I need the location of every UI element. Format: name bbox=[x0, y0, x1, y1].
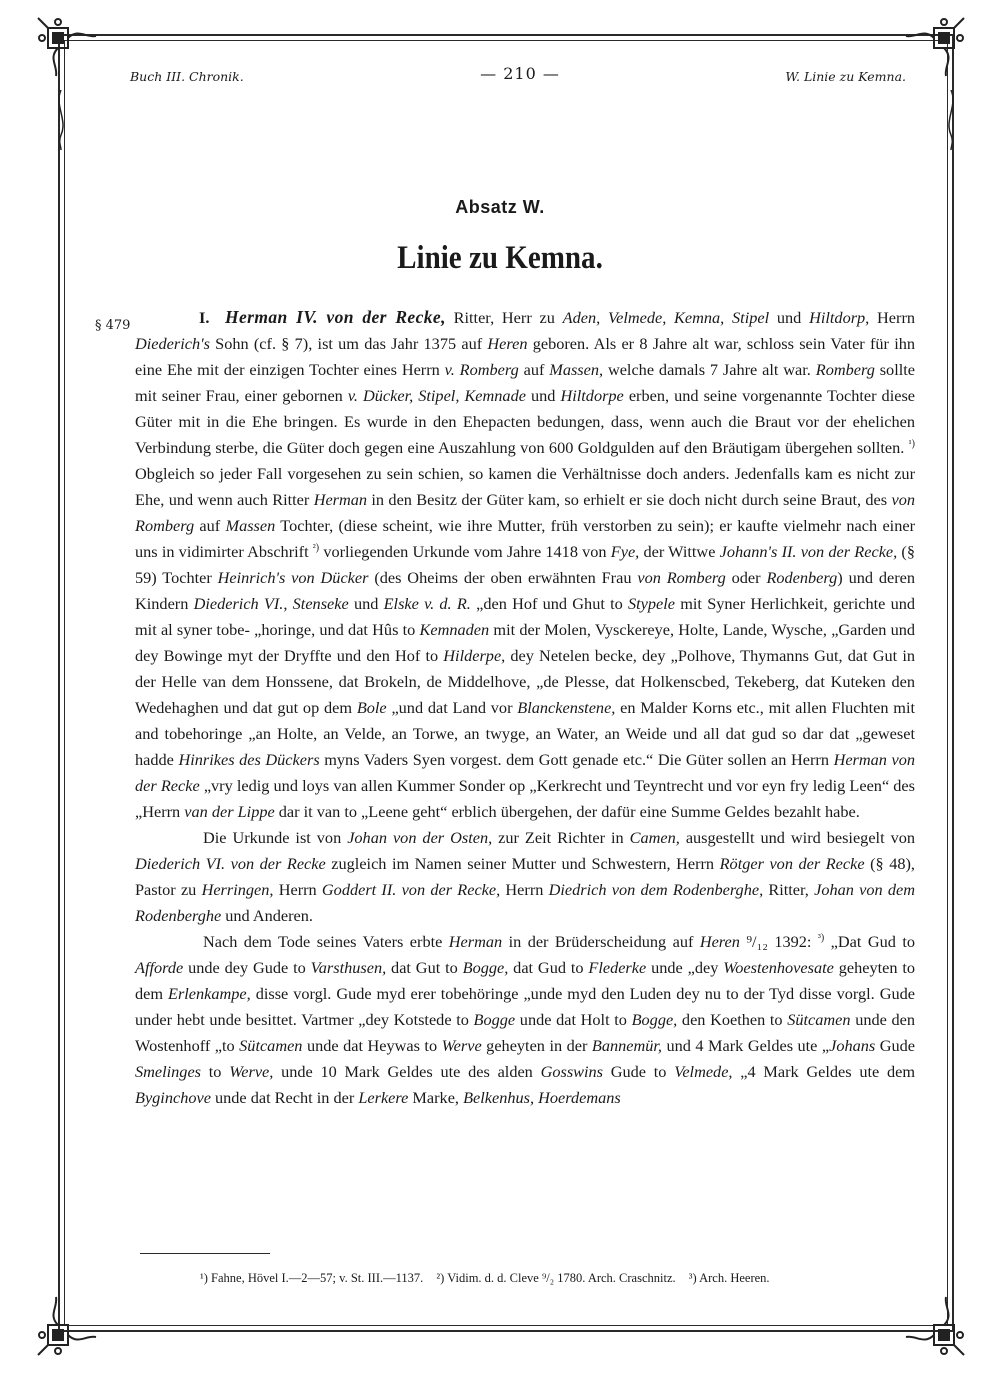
italic-name: Herringen, bbox=[201, 880, 274, 899]
italic-name: Elske v. d. R. bbox=[383, 594, 471, 613]
footnote-ref: ³) bbox=[817, 932, 825, 944]
italic-name: Hiltdorp, bbox=[809, 308, 870, 327]
text-run: unde dey Gude to bbox=[183, 958, 311, 977]
text-run: „und dat Land vor bbox=[386, 698, 518, 717]
footnote-rule bbox=[140, 1253, 270, 1254]
text-run: Herrn bbox=[869, 308, 916, 327]
italic-name: Heren bbox=[699, 932, 740, 951]
text-run: Sohn (cf. § 7), ist um das Jahr 1375 auf bbox=[209, 334, 488, 353]
italic-name: Rötger von der Recke bbox=[719, 854, 865, 873]
text-run: „vry ledig und loys van allen Kummer Sonder op „Kerkrecht und Teyntrecht und vor eyn fry ledig Leen“ des „Herrn bbox=[135, 776, 915, 821]
italic-name: Johans bbox=[829, 1036, 876, 1055]
italic-name: Woestenhovesate bbox=[723, 958, 834, 977]
italic-name: Massen, bbox=[549, 360, 604, 379]
running-head bbox=[130, 64, 910, 86]
section-label: Absatz W. bbox=[455, 197, 545, 217]
text-run: disse vorgl. Gude myd erer tobehöringe „unde myd den Luden dey nu to der Tyd disse vorgl. Gude under hebt unde besittet. Vartmer „dey Kotstede to bbox=[135, 984, 915, 1029]
italic-name: Fye, bbox=[610, 542, 640, 561]
text-run: geboren. Als er 8 Jahre alt war, schloss sein Vater für ihn eine Ehe mit der einzigen Tochter eines Herrn bbox=[135, 334, 916, 379]
text-run: unde dat Heywas to bbox=[302, 1036, 442, 1055]
text-run: Ritter, Herr zu bbox=[445, 308, 563, 327]
italic-name: Velmede, bbox=[674, 1062, 733, 1081]
italic-name: Hinrikes des Dückers bbox=[178, 750, 320, 769]
italic-name: Varsthusen, bbox=[310, 958, 387, 977]
italic-name: Afforde bbox=[135, 958, 184, 977]
italic-name: Rodenberg bbox=[766, 568, 838, 587]
italic-name: Smelinges bbox=[135, 1062, 202, 1081]
italic-name: Johann's II. von der Recke, bbox=[719, 542, 898, 561]
text-run: to bbox=[201, 1062, 230, 1081]
italic-name: Hiltdorpe bbox=[560, 386, 624, 405]
text-run: ⁹/₁₂ 1392: bbox=[739, 932, 818, 951]
text-run: und 4 Mark Geldes ute „ bbox=[662, 1036, 830, 1055]
footnote-2: ²) Vidim. d. d. Cleve ⁹/₂ 1780. Arch. Craschnitz. bbox=[436, 1271, 676, 1285]
italic-name: Sütcamen bbox=[787, 1010, 851, 1029]
body-paragraph bbox=[135, 929, 915, 1111]
running-head-right: W. Linie zu Kemna. bbox=[785, 69, 906, 84]
italic-name: Johan von dem Rodenberghe bbox=[135, 880, 916, 925]
italic-name: Diedrich von dem Rodenberghe, bbox=[548, 880, 764, 899]
person-name: Herman IV. von der Recke, bbox=[224, 307, 446, 327]
text-run: in der Brüderscheidung auf bbox=[502, 932, 700, 951]
text-run: dat Gud to bbox=[508, 958, 589, 977]
italic-name: Lerkere bbox=[358, 1088, 409, 1107]
italic-name: Massen bbox=[225, 516, 276, 535]
text-run: „den Hof und Ghut to bbox=[470, 594, 628, 613]
italic-name: Herman bbox=[313, 490, 368, 509]
text-run: zugleich im Namen seiner Mutter und Schwestern, Herrn bbox=[325, 854, 720, 873]
text-run: auf bbox=[518, 360, 550, 379]
text-run: ausgestellt und wird besiegelt von bbox=[679, 828, 915, 847]
italic-name: Diederich VI., Stenseke bbox=[193, 594, 349, 613]
body-paragraph bbox=[135, 304, 915, 825]
italic-name: Kemnaden bbox=[419, 620, 490, 639]
text-run: unde 10 Mark Geldes ute des alden bbox=[273, 1062, 541, 1081]
italic-name: Heinrich's von Dücker bbox=[217, 568, 369, 587]
text-run: unde dat Recht in der bbox=[210, 1088, 359, 1107]
text-run: myns Vaders Syen vorgest. dem Gott genade etc.“ Die Güter sollen an Herrn bbox=[319, 750, 834, 769]
text-run: Nach dem Tode seines Vaters erbte bbox=[203, 932, 449, 951]
side-ornament-right bbox=[942, 90, 960, 150]
footnote-ref: ¹) bbox=[908, 438, 915, 450]
text-run: welche damals 7 Jahre alt war. bbox=[603, 360, 816, 379]
text-run: (§ 48), Pastor zu bbox=[135, 854, 915, 899]
text-run: Obgleich so jeder Fall vorgesehen zu sein schien, so kamen die Verhältnisse doch anders. Jedenfalls kam es nicht zur Ehe, und wenn auch Ritter bbox=[135, 464, 915, 509]
text-run: mit Syner Herlichkeit, gerichte und mit al syner tobe- „horinge, und dat Hûs to bbox=[135, 594, 916, 639]
text-run: Tochter, (diese scheint, wie ihre Mutter, früh verstorben zu sein); er kaufte vielmehr nach einer uns in vidimirter Abschrift bbox=[135, 516, 915, 561]
text-run: oder bbox=[725, 568, 767, 587]
text-run: Gude to bbox=[603, 1062, 675, 1081]
italic-name: Werve, bbox=[229, 1062, 274, 1081]
page-number: — 210 — bbox=[480, 64, 560, 83]
italic-name: Bogge, bbox=[462, 958, 509, 977]
italic-name: Romberg bbox=[815, 360, 875, 379]
text-run: Die Urkunde ist von bbox=[203, 828, 348, 847]
footnote-ref: ²) bbox=[312, 542, 320, 554]
italic-name: Werve bbox=[441, 1036, 482, 1055]
text-run: (§ 59) Tochter bbox=[135, 542, 915, 587]
text-run: mit der Molen, Vysckereye, Holte, Lande, Wysche, „Garden und dey Bowinge myt der Dryffte und den Hof to bbox=[135, 620, 915, 665]
person-numeral: I. bbox=[199, 308, 210, 327]
italic-name: Hilderpe, bbox=[443, 646, 506, 665]
text-run: den Koethen to bbox=[677, 1010, 788, 1029]
italic-name: Bole bbox=[356, 698, 387, 717]
italic-name: Goddert II. von der Recke, bbox=[321, 880, 501, 899]
chapter-title: Linie zu Kemna. bbox=[397, 240, 603, 276]
italic-name: Camen, bbox=[629, 828, 680, 847]
text-run: Marke, bbox=[408, 1088, 464, 1107]
text-run: zur Zeit Richter in bbox=[492, 828, 630, 847]
text-run: unde „dey bbox=[646, 958, 724, 977]
body-text bbox=[135, 304, 915, 1111]
italic-name: Herman bbox=[448, 932, 503, 951]
italic-name: von Romberg bbox=[637, 568, 726, 587]
side-ornament-left bbox=[52, 90, 70, 150]
italic-name: Johan von der Osten, bbox=[347, 828, 493, 847]
corner-ornament-top-left bbox=[34, 14, 98, 78]
italic-name: Erlenkampe, bbox=[168, 984, 251, 1003]
text-run: ) und deren Kindern bbox=[135, 568, 916, 613]
text-run: Ritter, bbox=[763, 880, 815, 899]
text-run: Gude bbox=[875, 1036, 916, 1055]
text-run: en Malder Korns etc., mit allen Fluchten mit and tobehoringe „an Holte, an Velde, an Torwe, an twyge, an Water, an Weide und all dat gud so dar dat „geweset hadde bbox=[135, 698, 915, 769]
text-run: geheyten to dem bbox=[135, 958, 916, 1003]
italic-name: Diederich's bbox=[135, 334, 210, 353]
corner-ornament-bottom-right bbox=[904, 1295, 968, 1359]
text-run: und Anderen. bbox=[221, 906, 313, 925]
text-run: dey Netelen becke, dey „Polhove, Thymanns Gut, dat Gut in der Helle van dem Honssene, dat Brokeln, de Middelhove, „de Plesse, dat Holkenscbed, Tekeberg, dat Kuteken den Wedehaghen und dat gut op dem bbox=[135, 646, 915, 717]
text-run: und bbox=[525, 386, 561, 405]
text-run: in den Besitz der Güter kam, so erhielt er sie doch nicht durch seine Braut, des bbox=[367, 490, 892, 509]
footnote-1: ¹) Fahne, Hövel I.—2—57; v. St. III.—1137. bbox=[200, 1271, 424, 1285]
text-run: dat Gut to bbox=[386, 958, 463, 977]
body-paragraph bbox=[135, 825, 915, 929]
person-lead bbox=[199, 308, 446, 327]
italic-name: Sütcamen bbox=[239, 1036, 303, 1055]
italic-name: Flederke bbox=[588, 958, 647, 977]
italic-name: Bogge bbox=[473, 1010, 516, 1029]
italic-name: Diederich VI. von der Recke bbox=[135, 854, 326, 873]
text-run: geheyten in der bbox=[481, 1036, 592, 1055]
italic-name: Byginchove bbox=[135, 1088, 211, 1107]
italic-name: Aden, Velmede, Kemna, Stipel bbox=[562, 308, 770, 327]
text-run: Herrn bbox=[500, 880, 549, 899]
text-run: und bbox=[348, 594, 384, 613]
italic-name: Belkenhus, Hoerdemans bbox=[463, 1088, 621, 1107]
text-run: der Wittwe bbox=[639, 542, 720, 561]
footnotes bbox=[200, 1271, 920, 1286]
italic-name: Bannemür, bbox=[591, 1036, 662, 1055]
corner-ornament-bottom-left bbox=[34, 1295, 98, 1359]
italic-name: von Romberg bbox=[135, 490, 915, 535]
text-run: „4 Mark Geldes ute dem bbox=[732, 1062, 915, 1081]
text-run: sollte mit seiner Frau, einer gebornen bbox=[135, 360, 915, 405]
text-run: unde den Wostenhoff „to bbox=[135, 1010, 916, 1055]
text-run: unde dat Holt to bbox=[515, 1010, 632, 1029]
italic-name: Bogge, bbox=[631, 1010, 678, 1029]
text-run: auf bbox=[194, 516, 226, 535]
italic-name: v. Romberg bbox=[444, 360, 519, 379]
text-run: „Dat Gud to bbox=[824, 932, 915, 951]
text-run: Herrn bbox=[273, 880, 322, 899]
italic-name: v. Dücker, Stipel, Kemnade bbox=[347, 386, 526, 405]
italic-name: Herman von der Recke bbox=[135, 750, 916, 795]
italic-name: van der Lippe bbox=[184, 802, 275, 821]
text-run: erben, und seine vorgenannte Tochter diese Güter mit in die Ehe bringen. Es wurde in den Ehepacten bedungen, dass, wenn auch die Braut vor der ehelichen Verbindung sterbe, die Güter doch gegen eine Auszahlung von 600 Goldgulden auf den Bräutigam übergehen sollten. bbox=[135, 386, 916, 457]
italic-name: Blanckenstene, bbox=[517, 698, 616, 717]
footnote-3: ³) Arch. Heeren. bbox=[688, 1271, 770, 1285]
text-run: (des Oheims der oben erwähnten Frau bbox=[368, 568, 638, 587]
running-head-left: Buch III. Chronik. bbox=[130, 69, 244, 84]
paragraph-marker: § 479 bbox=[95, 318, 131, 333]
text-run: vorliegenden Urkunde vom Jahre 1418 von bbox=[319, 542, 611, 561]
italic-name: Stypele bbox=[628, 594, 676, 613]
italic-name: Gosswins bbox=[540, 1062, 604, 1081]
text-run: und bbox=[769, 308, 810, 327]
italic-name: Heren bbox=[487, 334, 528, 353]
text-run: dar it van to „Leene geht“ erblich übergehen, der dafür eine Summe Geldes bezahlt habe. bbox=[274, 802, 860, 821]
corner-ornament-top-right bbox=[904, 14, 968, 78]
